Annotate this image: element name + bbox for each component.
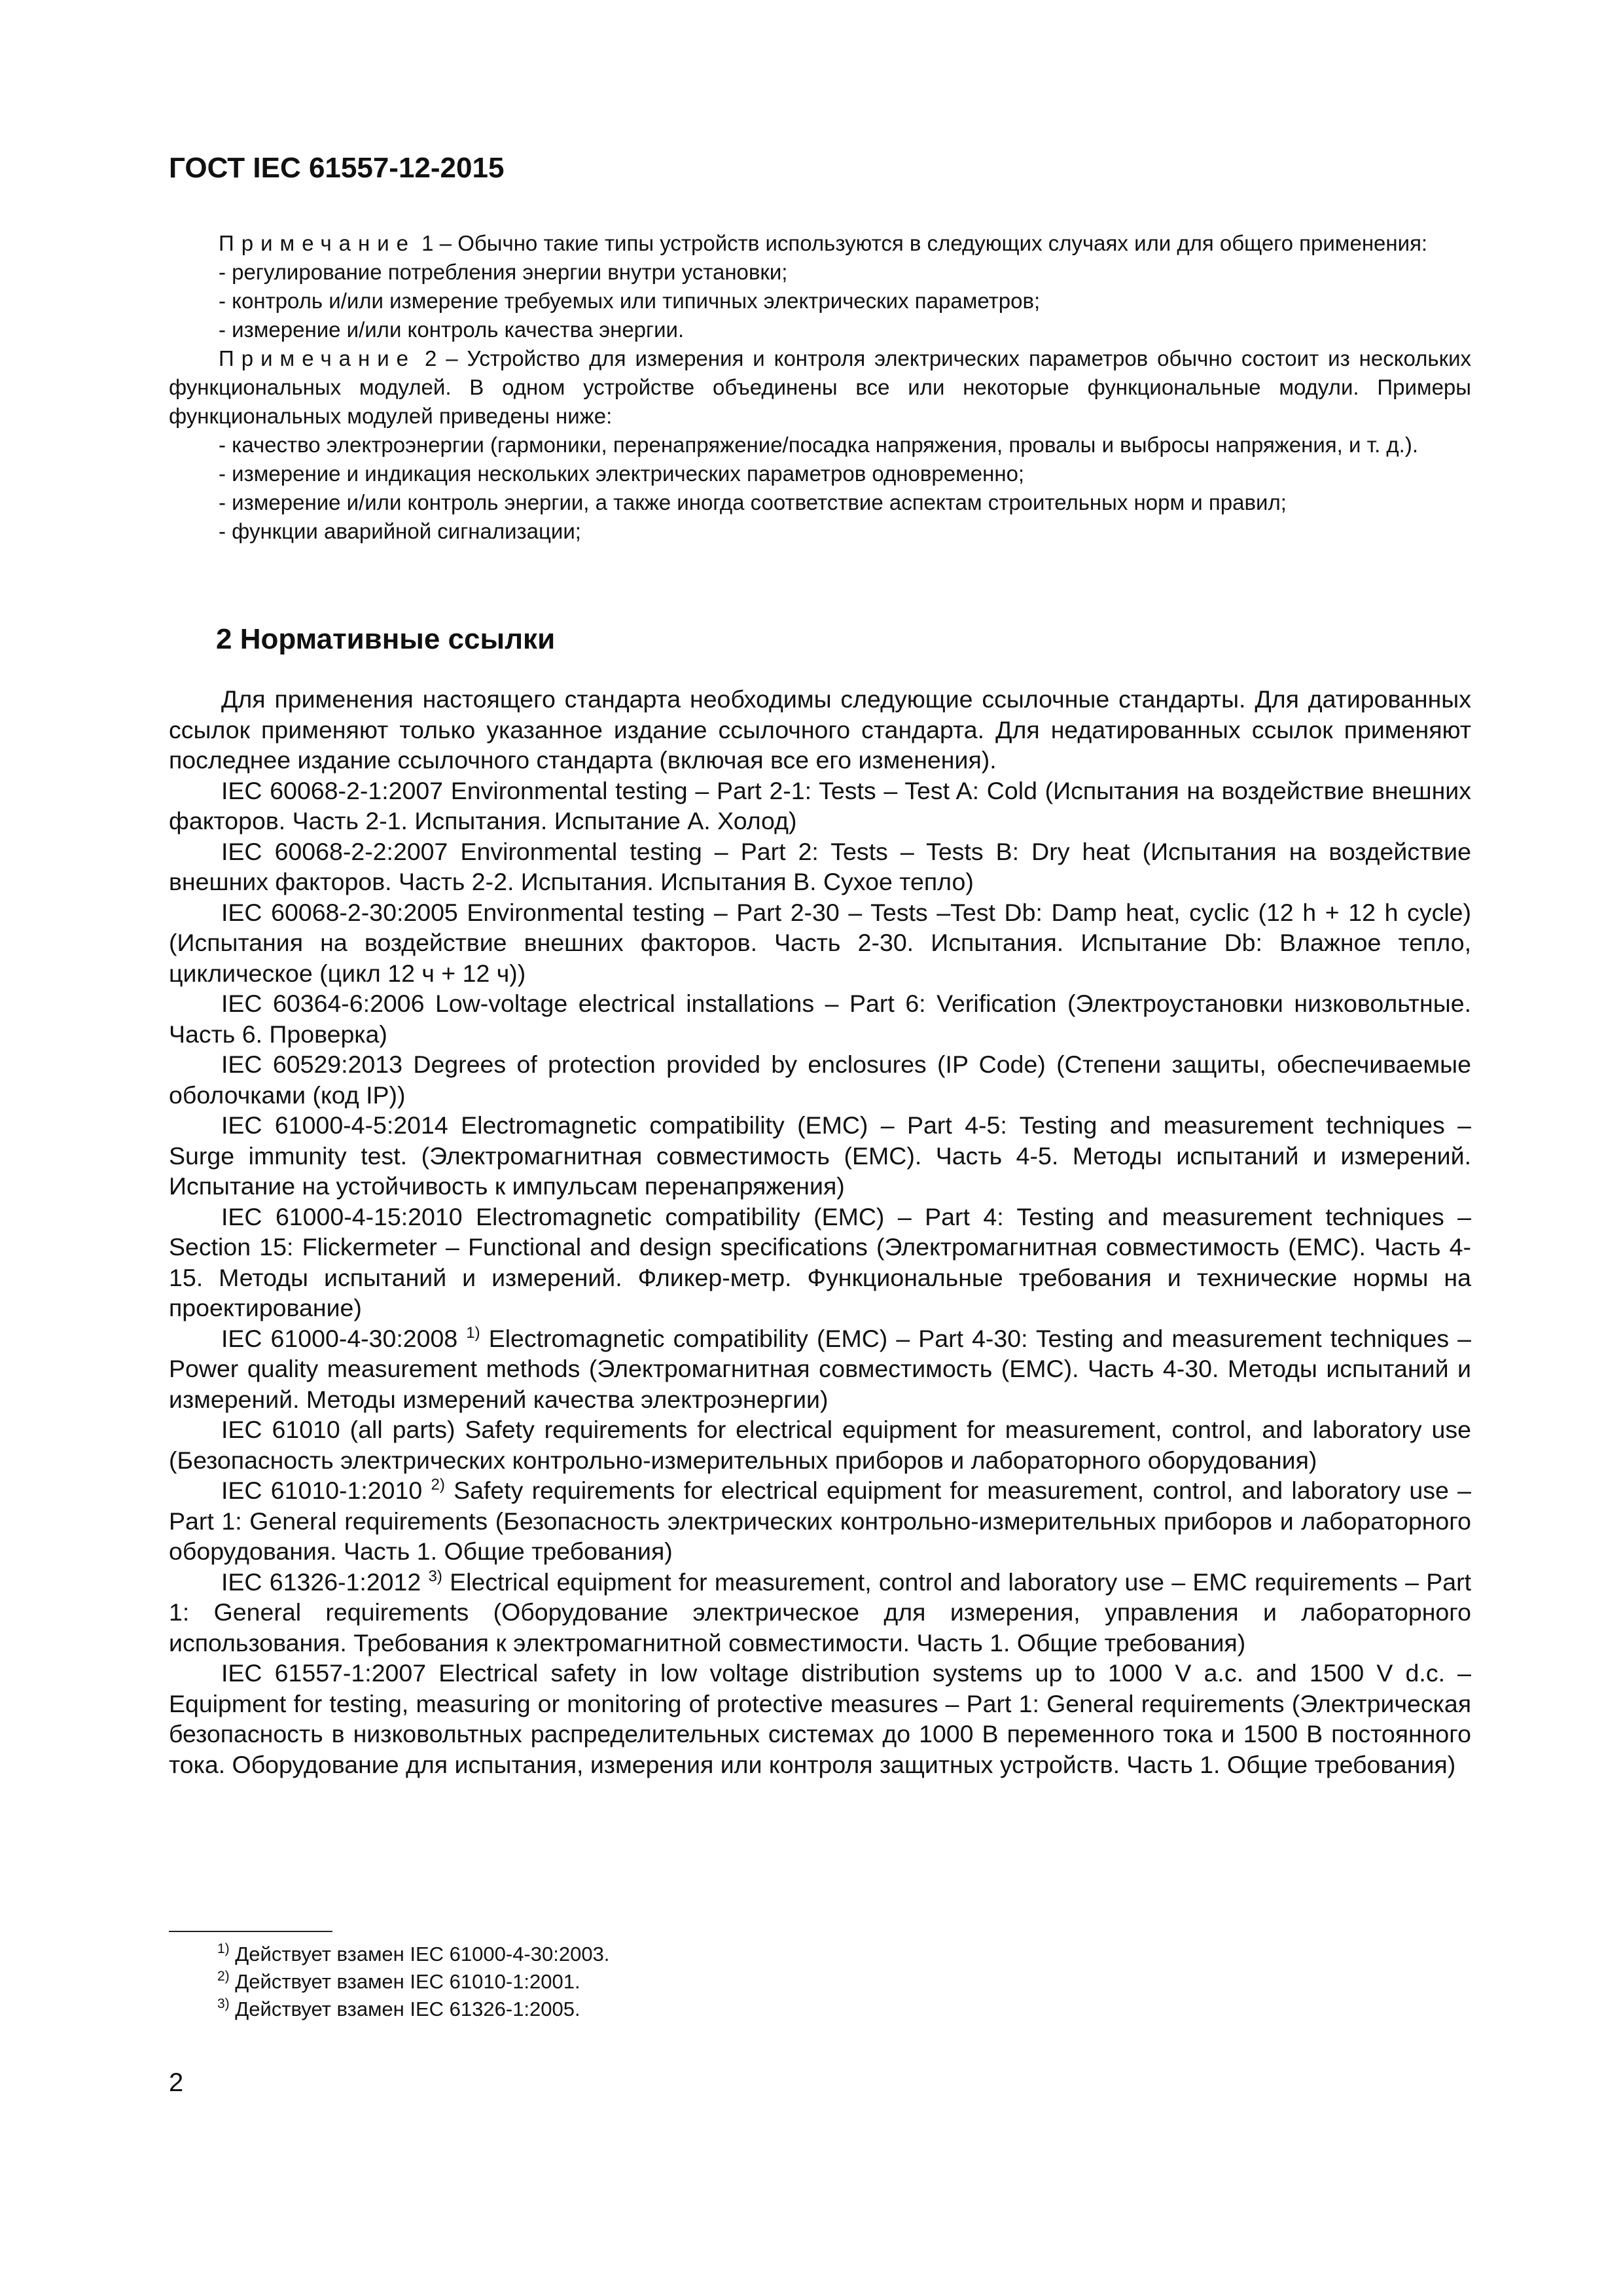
note-1-item: - контроль и/или измерение требуемых или типичных электрических параметров; — [219, 289, 1041, 313]
reference-item — [169, 1414, 1471, 1475]
note-1-label: Примечание — [219, 231, 416, 255]
reference-title: Electromagnetic compatibility (EMC) – Part 4: Testing and measurement techniques – Section 15: Flickermeter – Functional and design specifications (Электромагнитная совместимость (ЕМС). Часть 4-15. Методы испытаний и измерений. Фликер-метр. Функциональные требования и технические нормы на проектирование) — [169, 1202, 1471, 1321]
note-2-item: - измерение и/или контроль энергии, а также иногда соответствие аспектам строительных норм и правил; — [219, 490, 1287, 514]
reference-id: IEC 61010-1:2010 — [221, 1477, 423, 1504]
reference-title: Safety requirements for electrical equipment for measurement, control, and laboratory use (Безопасность электрических контрольно-измерительных приборов и лабораторного оборудования) — [169, 1416, 1471, 1474]
footnote-ref: 2) — [431, 1476, 445, 1494]
footnote-ref: 3) — [428, 1567, 442, 1585]
reference-item — [169, 988, 1471, 1049]
reference-title: Electromagnetic compatibility (EMC) – Part 4-30: Testing and measurement techniques – Power quality measurement methods (Электромагнитная совместимость (ЕМС). Часть 4-30. Методы испытаний и измерений. Методы измерений качества электроэнергии) — [169, 1324, 1472, 1413]
footnote-text: Действует взамен IEC 61000-4-30:2003. — [229, 1943, 610, 1965]
reference-id: IEC 60068-2-30:2005 — [221, 898, 458, 926]
reference-title: Low-voltage electrical installations – Part 6: Verification (Электроустановки низковольтные. Часть 6. Проверка) — [169, 990, 1471, 1048]
footnote-mark: 1) — [217, 1941, 230, 1956]
note-2-text: 2 – Устройство для измерения и контроля электрических параметров обычно состоит из нескольких функциональных модулей. В одном устройстве объединены все или некоторые функциональные модули. Примеры функциональных модулей приведены ниже: — [169, 346, 1471, 428]
reference-id: IEC 61557-1:2007 — [221, 1659, 427, 1687]
reference-id: IEC 61000-4-15:2010 — [221, 1202, 463, 1230]
footnote — [217, 1996, 609, 2023]
reference-item — [169, 1202, 1471, 1323]
note-1 — [169, 229, 1471, 258]
reference-id: IEC 60068-2-2:2007 — [221, 837, 448, 865]
note-1-item: - регулирование потребления энергии внутри установки; — [219, 260, 788, 284]
reference-id: IEC 61010 (all parts) — [221, 1416, 455, 1443]
footnote-ref: 1) — [466, 1323, 480, 1342]
reference-title: Environmental testing – Part 2-30 – Tests –Test Db: Damp heat, cyclic (12 h + 12 h cycle) (Испытания на воздействие внешних факторов. Часть 2-30. Испытания. Испытание Db: Влажное тепло, циклическое (цикл 12 ч + 12 ч)) — [169, 898, 1471, 987]
reference-id: IEC 60364-6:2006 — [221, 990, 425, 1017]
reference-id: IEC 60068-2-1:2007 — [221, 776, 444, 804]
reference-item — [169, 1110, 1471, 1202]
reference-id: IEC 61000-4-30:2008 — [221, 1324, 458, 1352]
reference-item — [169, 836, 1471, 897]
reference-id: IEC 61326-1:2012 — [221, 1568, 421, 1596]
reference-title: Electromagnetic compatibility (EMC) – Part 4-5: Testing and measurement techniques – Surge immunity test. (Электромагнитная совместимость (ЕМС). Часть 4-5. Методы испытаний и измерений. Испытание на устойчивость к импульсам перенапряжения) — [169, 1111, 1471, 1200]
reference-item — [169, 1567, 1471, 1659]
note-1-item: - измерение и/или контроль качества энергии. — [219, 317, 685, 342]
reference-item — [169, 1323, 1471, 1415]
reference-title: Electrical equipment for measurement, control and laboratory use – EMC requirements – Part 1: General requirements (Оборудование электрическое для измерения, управления и лабораторного использования. Требования к электромагнитной совместимости. Часть 1. Общие требования) — [169, 1568, 1471, 1657]
reference-id: IEC 61000-4-5:2014 — [221, 1111, 448, 1139]
reference-item — [169, 1049, 1471, 1110]
reference-item — [169, 776, 1471, 836]
footnote-divider — [169, 1931, 332, 1932]
note-1-text: 1 – Обычно такие типы устройств используются в следующих случаях или для общего применения: — [416, 231, 1428, 255]
note-2-label: Примечание — [219, 346, 416, 370]
document-header: ГОСТ IEC 61557-12-2015 — [169, 152, 505, 184]
reference-id: IEC 60529:2013 — [221, 1050, 402, 1078]
footnotes — [217, 1941, 609, 2023]
reference-item — [169, 1658, 1471, 1780]
footnote-text: Действует взамен IEC 61010-1:2001. — [229, 1970, 580, 1993]
reference-title: Degrees of protection provided by enclosures (IP Code) (Степени защиты, обеспечиваемые оболочками (код IP)) — [169, 1050, 1471, 1109]
footnote-mark: 2) — [217, 1969, 230, 1984]
reference-item — [169, 897, 1471, 989]
reference-item — [169, 1475, 1471, 1567]
reference-title: Electrical safety in low voltage distribution systems up to 1000 V a.c. and 1500 V d.c. – Equipment for testing, measuring or monitoring of protective measures – Part 1: General requirements (Электрическая безопасность в низковольтных распределительных системах до 1000 В переменного тока и 1500 В постоянного тока. Оборудование для испытания, измерения или контроля защитных устройств. Часть 1. Общие требования) — [169, 1659, 1471, 1778]
reference-list — [169, 776, 1471, 1780]
footnote-mark: 3) — [217, 1996, 230, 2011]
note-2-item: - качество электроэнергии (гармоники, перенапряжение/посадка напряжения, провалы и выбросы напряжения, и т. д.). — [219, 433, 1418, 457]
note-2-item: - измерение и индикация нескольких электрических параметров одновременно; — [219, 461, 1025, 486]
note-2-item: - функции аварийной сигнализации; — [219, 519, 581, 543]
reference-title: Environmental testing – Part 2-1: Tests – Test A: Cold (Испытания на воздействие внешних факторов. Часть 2-1. Испытания. Испытание А. Холод) — [169, 776, 1471, 834]
section-heading: 2 Нормативные ссылки — [216, 623, 556, 655]
page-number: 2 — [169, 2068, 184, 2097]
reference-title: Safety requirements for electrical equipment for measurement, control, and laboratory use – Part 1: General requirements (Безопасность электрических контрольно-измерительных приборов и лабораторного оборудования. Часть 1. Общие требования) — [169, 1477, 1471, 1565]
footnote — [217, 1941, 609, 1968]
notes-block — [169, 229, 1471, 546]
footnote — [217, 1968, 609, 1996]
reference-title: Environmental testing – Part 2: Tests – Tests B: Dry heat (Испытания на воздействие внешних факторов. Часть 2-2. Испытания. Испытания В. Сухое тепло) — [169, 837, 1471, 895]
references-body — [169, 684, 1471, 1780]
intro-paragraph: Для применения настоящего стандарта необходимы следующие ссылочные стандарты. Для датированных ссылок применяют только указанное издание ссылочного стандарта. Для недатированных ссылок применяют последнее издание ссылочного стандарта (включая все его изменения). — [169, 685, 1471, 774]
footnote-text: Действует взамен IEC 61326-1:2005. — [229, 1998, 580, 2020]
note-2 — [169, 344, 1471, 431]
